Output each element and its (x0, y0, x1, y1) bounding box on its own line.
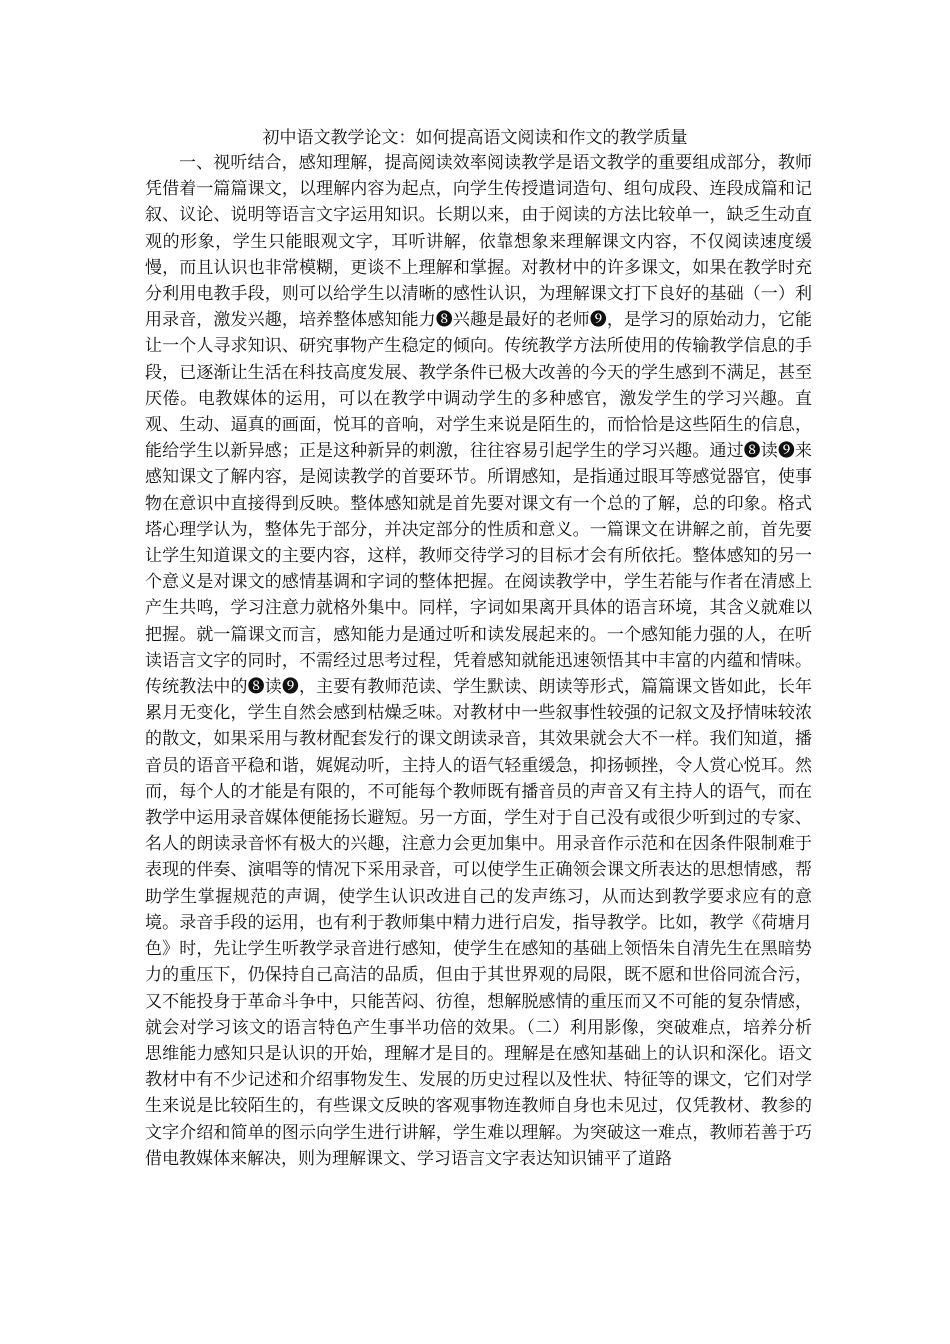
page-title: 初中语文教学论文：如何提高语文阅读和作文的教学质量 (262, 128, 688, 148)
body-paragraph: 一、视听结合，感知理解，提高阅读效率阅读教学是语文教学的重要组成部分，教师凭借着一篇篇课文，以理解内容为起点，向学生传授遣词造句、组句成段、连段成篇和记叙、议论、说明等语言文字运用知识。长期以来，由于阅读的方法比较单一，缺乏生动直观的形象，学生只能眼观文字，耳听讲解，依靠想象来理解课文内容，不仅阅读速度缓慢，而且认识也非常模糊，更谈不上理解和掌握。对教材中的许多课文，如果在教学时充分利用电教手段，则可以给学生以清晰的感性认识，为理解课文打下良好的基础（一）利用录音，激发兴趣，培养整体感知能力❽兴趣是最好的老师❾，是学习的原始动力，它能让一个人寻求知识、研究事物产生稳定的倾向。传统教学方法所使用的传输教学信息的手段，已逐渐让生活在科技高度发展、教学条件已极大改善的今天的学生感到不满足，甚至厌倦。电教媒体的运用，可以在教学中调动学生的多种感官，激发学生的学习兴趣。直观、生动、逼真的画面，悦耳的音响，对学生来说是陌生的，而恰恰是这些陌生的信息，能给学生以新异感；正是这种新异的刺激，往往容易引起学生的学习兴趣。通过❽读❾来感知课文了解内容，是阅读教学的首要环节。所谓感知，是指通过眼耳等感觉器官，使事物在意识中直接得到反映。整体感知就是首先要对课文有一个总的了解，总的印象。格式塔心理学认为，整体先于部分，并决定部分的性质和意义。一篇课文在讲解之前，首先要让学生知道课文的主要内容，这样，教师交待学习的目标才会有所依托。整体感知的另一个意义是对课文的感情基调和字词的整体把握。在阅读教学中，学生若能与作者在清感上产生共鸣，学习注意力就格外集中。同样，字词如果离开具体的语言环境，其含义就难以把握。就一篇课文而言，感知能力是通过听和读发展起来的。一个感知能力强的人，在听读语言文字的同时，不需经过思考过程，凭着感知就能迅速领悟其中丰富的内蕴和情味。传统教法中的❽读❾，主要有教师范读、学生默读、朗读等形式，篇篇课文皆如此，长年累月无变化，学生自然会感到枯燥乏味。对教材中一些叙事性较强的记叙文及抒情味较浓的散文，如果采用与教材配套发行的课文朗读录音，其效果就会大不一样。我们知道，播音员的语音平稳和谐，娓娓动听，主持人的语气轻重缓急，抑扬顿挫，令人赏心悦耳。然而，每个人的才能是有限的，不可能每个教师既有播音员的声音又有主持人的语气，而在教学中运用录音媒体便能扬长避短。另一方面，学生对于自己没有或很少听到过的专家、名人的朗读录音怀有极大的兴趣，注意力会更加集中。用录音作示范和在因条件限制难于表现的伴奏、演唱等的情况下采用录音，可以使学生正确领会课文所表达的思想情感，帮助学生掌握规范的声调，使学生认识改进自己的发声练习，从而达到教学要求应有的意境。录音手段的运用，也有利于教师集中精力进行启发，指导教学。比如，教学《荷塘月色》时，先让学生听教学录音进行感知，使学生在感知的基础上领悟朱自清先生在黑暗势力的重压下，仍保持自己高洁的品质，但由于其世界观的局限，既不愿和世俗同流合污，又不能投身于革命斗争中，只能苦闷、彷徨，想解脱感情的重压而又不可能的复杂情感，就会对学习该文的语言特色产生事半功倍的效果。（二）利用影像，突破难点，培养分析思维能力感知只是认识的开始，理解才是目的。理解是在感知基础上的认识和深化。语文教材中有不少记述和介绍事物发生、发展的历史过程以及性状、特征等的课文，它们对学生来说是比较陌生的，有些课文反映的客观事物连教师自身也未见过，仅凭教材、教参的文字介绍和简单的图示向学生进行讲解，学生难以理解。为突破这一难点，教师若善于巧借电教媒体来解决，则为理解课文、学习语言文字表达知识铺平了道路 (145, 153, 812, 1169)
